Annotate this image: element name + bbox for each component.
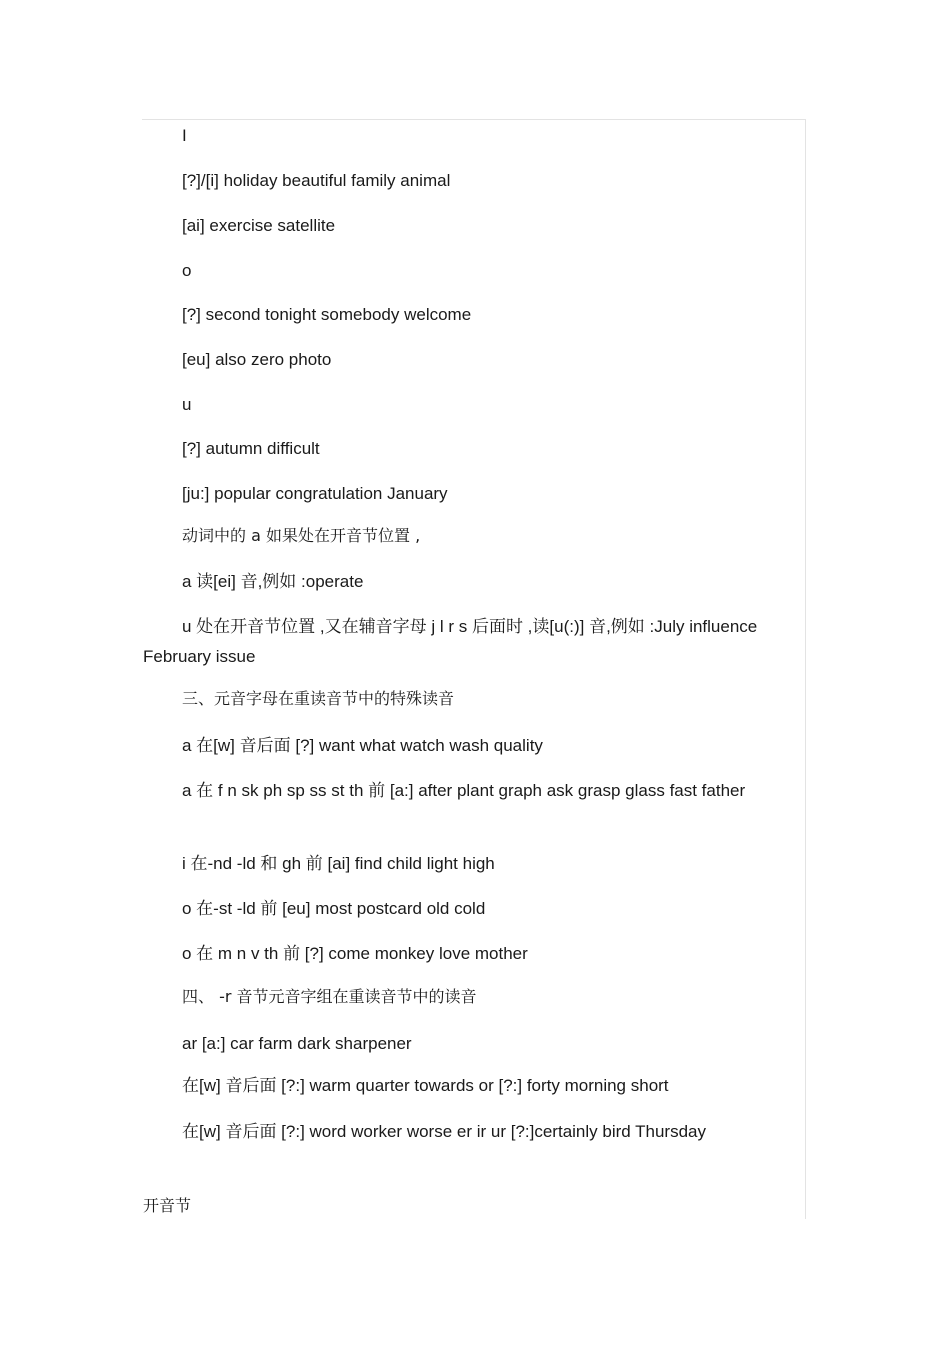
wrapped-paragraph: u 处在开音节位置 ,又在辅音字母 j l r s 后面时 ,读[u(:)] 音,例如 :July influence February issue [143,617,758,666]
text-line: [?] second tonight somebody welcome [182,305,472,324]
text-line: ar [a:] car farm dark sharpener [182,1034,412,1053]
text-line: 在[w] 音后面 [?:] warm quarter towards or [?:] forty morning short [182,1076,669,1095]
text-line: [eu] also zero photo [182,350,332,369]
text-line: a 读[ei] 音,例如 :operate [182,572,364,591]
text-line: o 在 m n v th 前 [?] come monkey love mother [182,944,528,963]
vowel-heading-u: u [182,395,192,414]
trailing-heading: 开音节 [143,1196,192,1215]
text-line: o 在-st -ld 前 [eu] most postcard old cold [182,899,486,918]
text-line: [ai] exercise satellite [182,216,336,235]
text-line: 动词中的 a 如果处在开音节位置 , [182,526,421,545]
text-line: a 在[w] 音后面 [?] want what watch wash quality [182,736,543,755]
wrapped-paragraph: a 在 f n sk ph sp ss st th 前 [a:] after plant graph ask grasp glass fast father [182,781,746,800]
section-heading: 三、元音字母在重读音节中的特殊读音 [182,689,455,708]
text-line: [?] autumn difficult [182,439,320,458]
section-heading: 四、 -r 音节元音字组在重读音节中的读音 [182,987,477,1006]
vowel-heading-i: I [182,126,187,145]
text-line: i 在-nd -ld 和 gh 前 [ai] find child light high [182,854,495,873]
text-line: [?]/[i] holiday beautiful family animal [182,171,451,190]
wrapped-paragraph: 在[w] 音后面 [?:] word worker worse er ir ur [?:]certainly bird Thursday [182,1122,707,1141]
vowel-heading-o: o [182,261,192,280]
text-line: [ju:] popular congratulation January [182,484,448,503]
